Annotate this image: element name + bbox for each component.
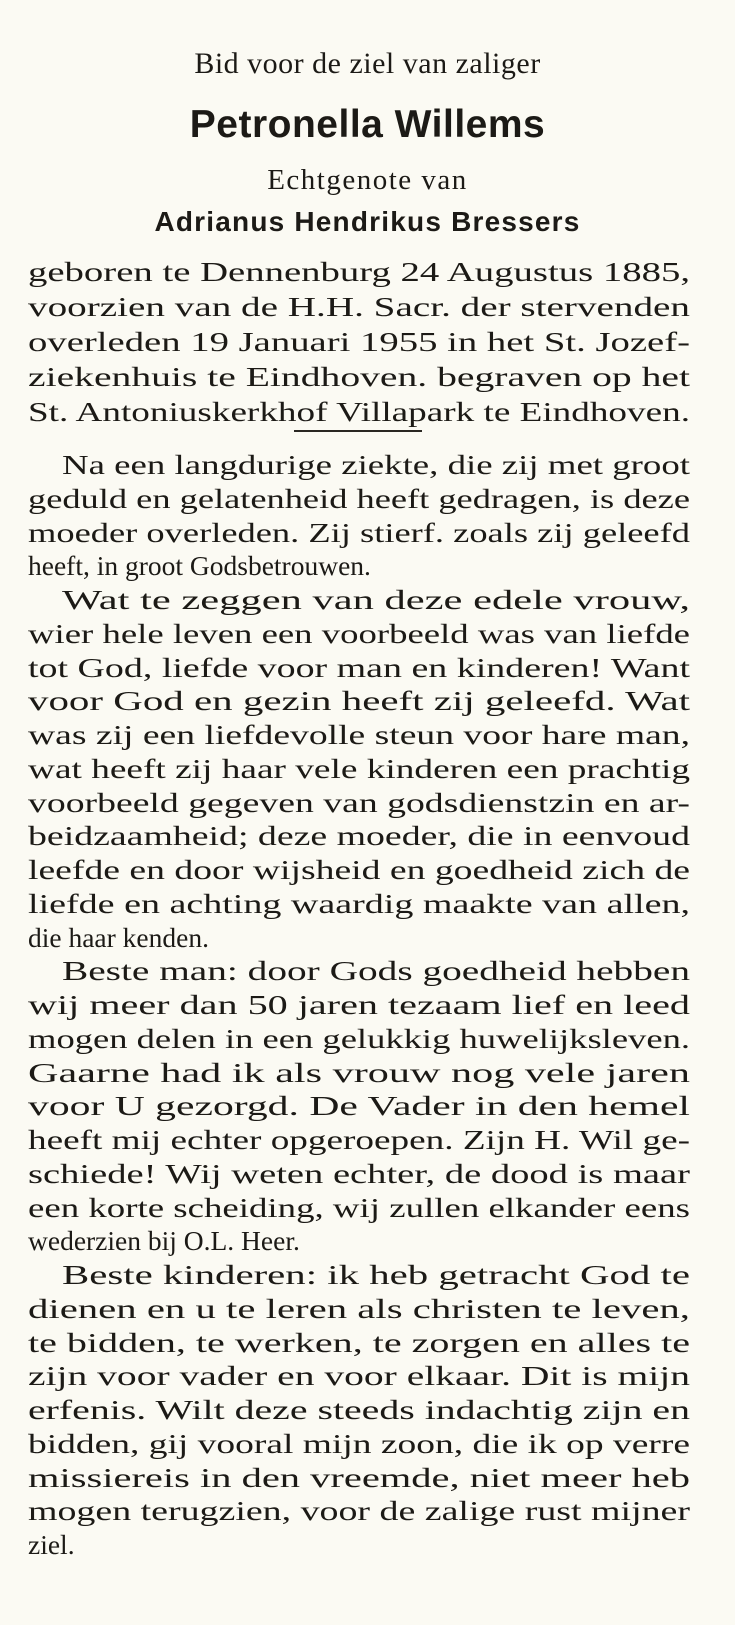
spouse-name: Adrianus Hendrikus Bressers [154, 206, 581, 237]
body-line: wij meer dan 50 jaren tezaam lief en leed [28, 989, 690, 1020]
body-line: te bidden, te werken, te zorgen en alles te [28, 1326, 690, 1358]
body-line: schiede! Wij weten echter, de dood is maar [28, 1157, 690, 1189]
body-line: Beste kinderen: ik heb getracht God te [62, 1259, 690, 1290]
section-divider [294, 430, 422, 432]
biography-line: St. Antoniuskerkhof Villapark te Eindhoven. [28, 396, 690, 427]
body-line: Gaarne had ik als vrouw nog vele jaren [28, 1056, 690, 1088]
deceased-name: Petronella Willems [189, 103, 546, 146]
body-line: was zij een liefdevolle steun voor hare man, [28, 719, 690, 750]
body-line: geduld en gelatenheid heeft gedragen, is deze [28, 482, 690, 514]
body-line: een korte scheiding, wij zullen elkander eens [28, 1191, 690, 1223]
biography-line: geboren te Dennenburg 24 Augustus 1885, [28, 256, 690, 287]
body-line: Na een langdurige ziekte, die zij met groot [62, 449, 690, 480]
body-line: dienen en u te leren als christen te leven, [28, 1292, 690, 1324]
spouse-label: Echtgenote van [267, 164, 468, 196]
body-line: zijn voor vader en voor elkaar. Dit is mijn [28, 1360, 690, 1392]
body-line: heeft mij echter opgeroepen. Zijn H. Wil ge- [28, 1124, 690, 1155]
body-line: mogen terugzien, voor de zalige rust mijner [28, 1495, 690, 1527]
body-line: voor God en gezin heeft zij geleefd. Wat [28, 685, 690, 717]
biography-line: ziekenhuis te Eindhoven. begraven op het [28, 361, 690, 392]
body-line: liefde en achting waardig maakte van allen, [28, 887, 690, 919]
body-line: ziel. [28, 1529, 75, 1560]
body-line: tot God, liefde voor man en kinderen! Want [28, 651, 690, 683]
body-line: wederzien bij O.L. Heer. [28, 1225, 300, 1257]
body-line: moeder overleden. Zij stierf. zoals zij geleefd [28, 516, 690, 548]
body-line: voor U gezorgd. De Vader in den hemel [28, 1090, 690, 1122]
body-line: wat heeft zij haar vele kinderen een prachtig [28, 752, 690, 784]
body-line: die haar kenden. [28, 921, 209, 953]
biography-line: voorzien van de H.H. Sacr. der stervenden [28, 291, 690, 322]
body-line: leefde en door wijsheid en goedheid zich de [28, 854, 690, 885]
prayer-heading: Bid voor de ziel van zaliger [194, 47, 541, 80]
body-line: voorbeeld gegeven van godsdienstzin en ar- [28, 786, 690, 818]
biography-line: overleden 19 Januari 1955 in het St. Jozef- [28, 326, 690, 357]
body-line: bidden, gij vooral mijn zoon, die ik op verre [28, 1427, 690, 1459]
body-line: Beste man: door Gods goedheid hebben [62, 955, 690, 987]
body-line: mogen delen in een gelukkig huwelijksleven. [28, 1022, 690, 1054]
body-line: missiereis in den vreemde, niet meer heb [28, 1461, 690, 1493]
body-line: wier hele leven een voorbeeld was van liefde [28, 617, 690, 649]
body-line: heeft, in groot Godsbetrouwen. [28, 550, 371, 582]
body-line: erfenis. Wilt deze steeds indachtig zijn en [28, 1394, 690, 1425]
body-line: beidzaamheid; deze moeder, die in eenvoud [28, 820, 690, 852]
body-line: Wat te zeggen van deze edele vrouw, [62, 584, 690, 615]
